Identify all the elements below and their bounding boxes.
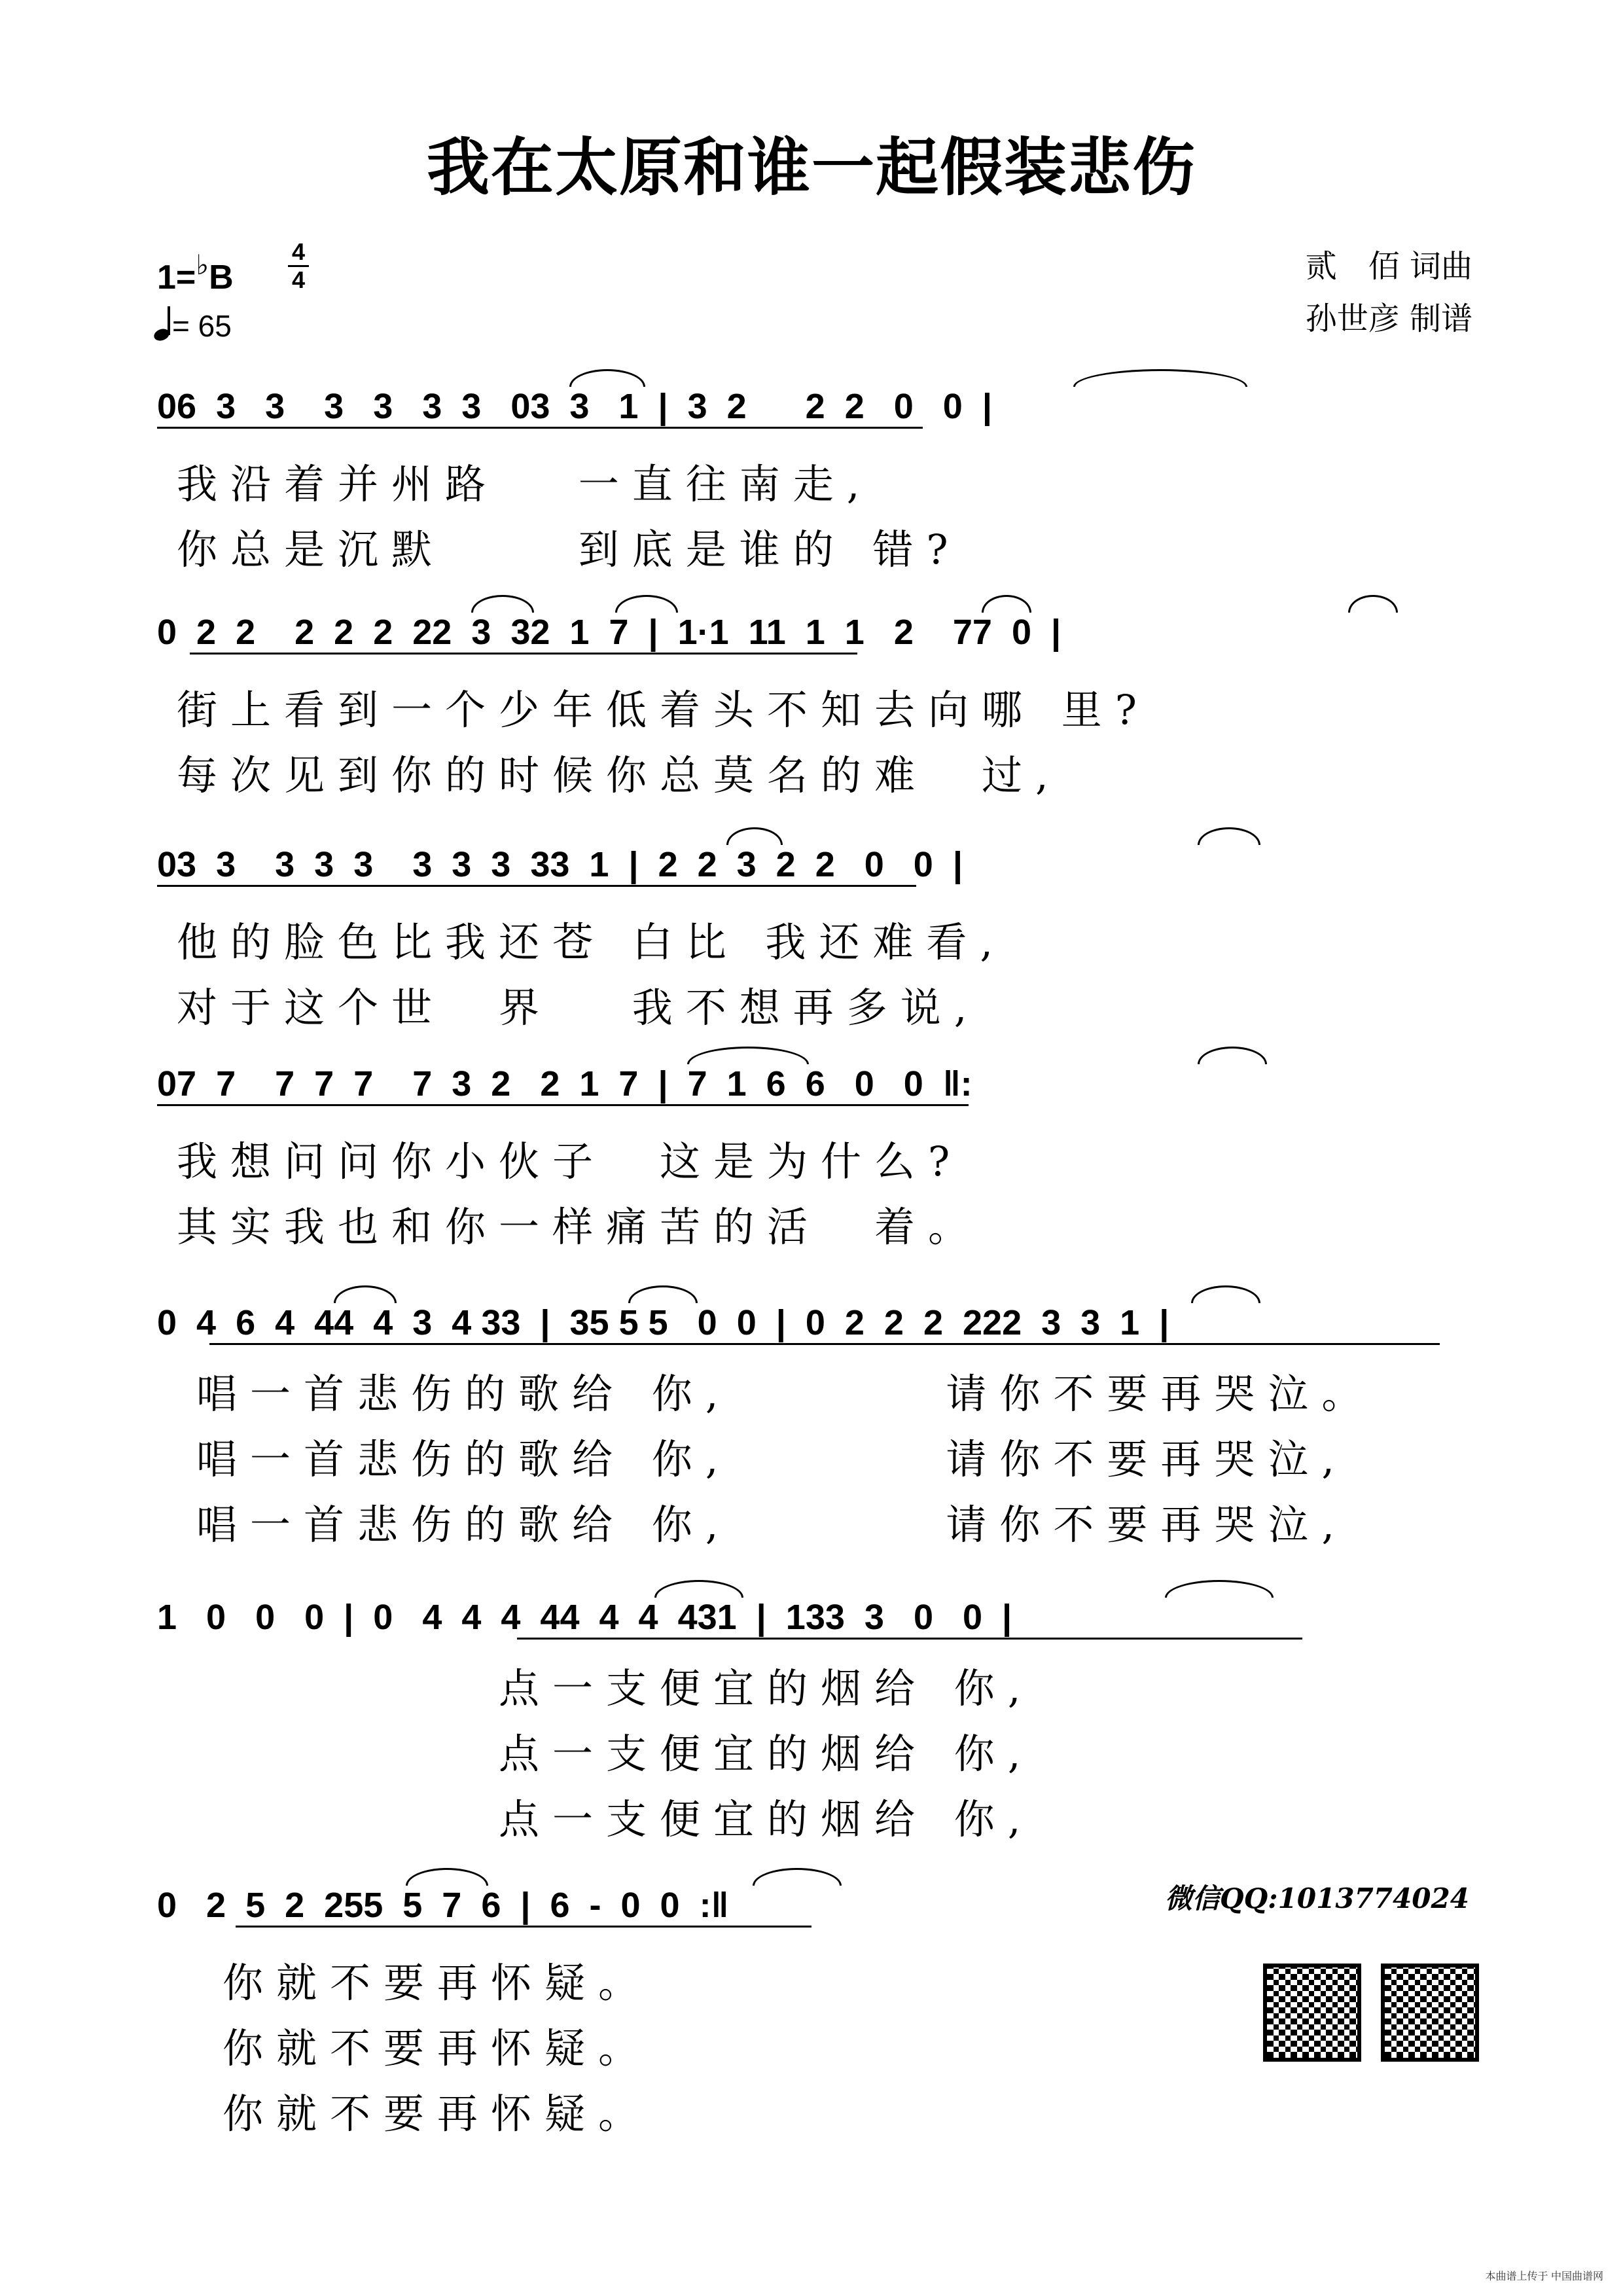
qr-code-icon xyxy=(1381,1964,1479,2062)
lyric-line-1: 唱一首悲伤的歌给 你, 请你不要再哭泣。 xyxy=(196,1370,1376,1418)
tie-arc xyxy=(628,1285,698,1303)
tempo-mark xyxy=(154,308,232,344)
tie-arc xyxy=(654,1580,743,1598)
lyric-line-1: 我沿着并州路 一直往南走, xyxy=(177,460,873,508)
lyric-line-3: 唱一首悲伤的歌给 你, 请你不要再哭泣, xyxy=(196,1501,1348,1549)
notation-line: 0 2 5 2 255 5 7 6 | 6 - 0 0 :‖ xyxy=(157,1886,729,1925)
notation-line: 0 2 2 2 2 2 22 3 32 1 7 | 1·1 11 1 1 2 77 0 | xyxy=(157,613,1061,652)
notation-line: 07 7 7 7 7 7 3 2 2 1 7 | 7 1 6 6 0 0 ‖: xyxy=(157,1064,972,1103)
time-signature xyxy=(288,239,309,293)
lyric-line-2: 每次见到你的时候你总莫名的难 过, xyxy=(177,751,1061,799)
tie-arc xyxy=(1073,369,1247,387)
lyricist-composer: 贰 佰 词曲 xyxy=(1305,248,1472,285)
tie-arc xyxy=(1165,1580,1274,1598)
lyric-line-2: 你就不要再怀疑。 xyxy=(223,2024,652,2072)
qr-code-icon xyxy=(1263,1964,1361,2062)
wechat-qq-contact: 微信QQ:1013774024 xyxy=(1165,1882,1469,1914)
page-title: 我在太原和谁一起假装悲伤 xyxy=(427,130,1196,204)
notation-line: 0 4 6 4 44 4 3 4 33 | 35 5 5 0 0 | 0 2 2 2 222 3 3 1 | xyxy=(157,1303,1169,1342)
tie-arc xyxy=(1348,595,1398,613)
beam-line xyxy=(209,1343,1440,1354)
tie-arc xyxy=(334,1285,397,1303)
lyric-line-2: 对于这个世 界 我不想再多说, xyxy=(177,984,980,1031)
beam-line xyxy=(157,885,916,896)
tie-arc xyxy=(726,827,783,845)
tie-arc xyxy=(1191,1285,1260,1303)
tie-arc xyxy=(615,595,678,613)
tie-arc xyxy=(406,1868,488,1886)
key-signature xyxy=(157,249,234,297)
flat-icon: ♭ xyxy=(196,249,209,281)
beam-line xyxy=(157,427,923,438)
lyric-line-1: 他的脸色比我还苍 白比 我还难看, xyxy=(177,918,1007,966)
lyric-line-3: 你就不要再怀疑。 xyxy=(223,2090,652,2138)
tempo-value: = 65 xyxy=(172,309,232,343)
meter-bottom: 4 xyxy=(291,266,306,293)
lyric-line-2: 唱一首悲伤的歌给 你, 请你不要再哭泣, xyxy=(196,1435,1348,1483)
beam-line xyxy=(236,1926,812,1937)
tie-arc xyxy=(471,595,534,613)
lyric-line-2: 其实我也和你一样痛苦的活 着。 xyxy=(177,1203,982,1251)
lyric-line-3: 点一支便宜的烟给 你, xyxy=(177,1795,1034,1843)
tie-arc xyxy=(569,369,645,387)
meter-top: 4 xyxy=(291,238,306,265)
tie-arc xyxy=(753,1868,842,1886)
key-prefix: 1= xyxy=(157,259,196,296)
notation-line: 1 0 0 0 | 0 4 4 4 44 4 4 431 | 133 3 0 0 | xyxy=(157,1598,1012,1637)
lyric-line-1: 我想问问你小伙子 这是为什么? xyxy=(177,1138,963,1185)
tie-arc xyxy=(1198,827,1260,845)
notation-line: 03 3 3 3 3 3 3 3 33 1 | 2 2 3 2 2 0 0 | xyxy=(157,845,963,884)
lyric-line-2: 你总是沉默 到底是谁的 错? xyxy=(177,526,961,573)
lyric-line-1: 点一支便宜的烟给 你, xyxy=(177,1664,1034,1712)
notation-line: 06 3 3 3 3 3 3 03 3 1 | 3 2 2 2 0 0 | xyxy=(157,387,992,426)
beam-line xyxy=(517,1638,1302,1649)
tie-arc xyxy=(1198,1047,1267,1064)
lyric-line-1: 街上看到一个少年低着头不知去向哪 里? xyxy=(177,686,1150,734)
tie-arc xyxy=(687,1047,809,1064)
tie-arc xyxy=(982,595,1031,613)
source-footer: 本曲谱上传于 中国曲谱网 xyxy=(1485,2271,1603,2282)
lyric-line-1: 你就不要再怀疑。 xyxy=(223,1959,652,2007)
transcriber: 孙世彦 制谱 xyxy=(1305,300,1472,337)
beam-line xyxy=(157,1104,969,1115)
key-letter: B xyxy=(209,259,234,296)
quarter-note-icon xyxy=(154,308,172,340)
beam-line xyxy=(190,653,857,664)
lyric-line-2: 点一支便宜的烟给 你, xyxy=(177,1730,1034,1778)
